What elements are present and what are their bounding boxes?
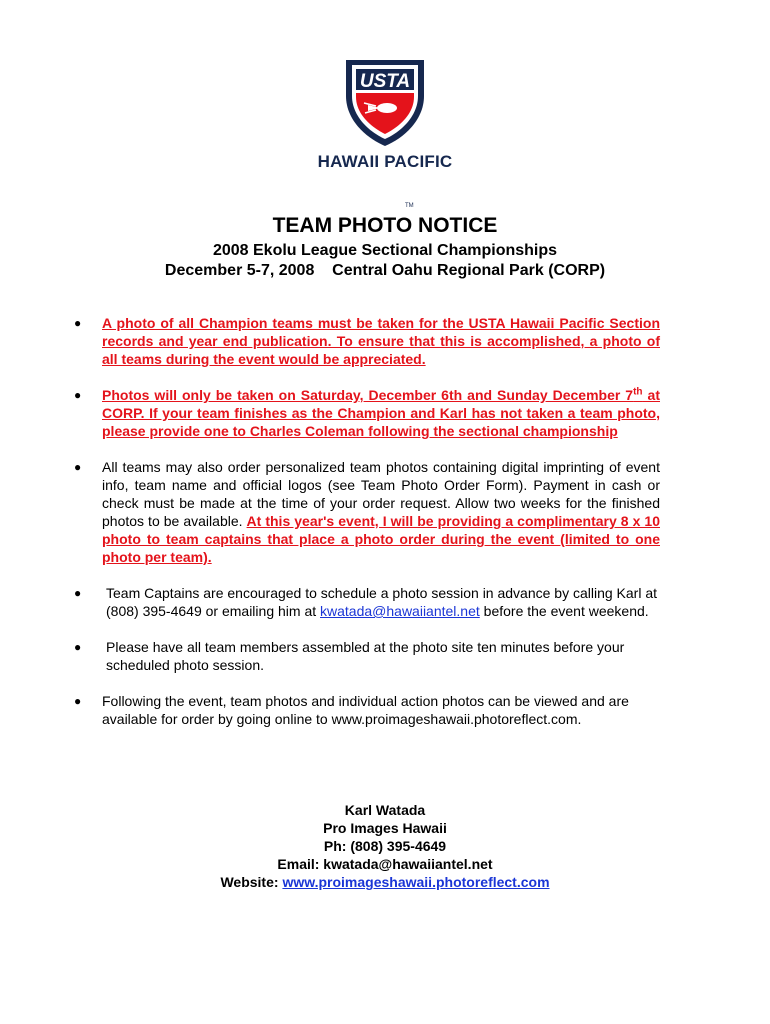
bullet-text: Following the event, team photos and individual action photos can be viewed and are available for order by going online to www.proimageshawaii.photoreflect.com. bbox=[102, 693, 629, 727]
bullet-text: All teams may also order personalized team photos containing digital imprinting of event info, team name and official logos (see Team Photo Order Form). Payment in cash or check must be made at the time of your order request. Allow two weeks for the finished photos to be available. At this year's event, I will be providing a complimentary 8 x 10 photo to team captains that place a photo order during the event (limited to one photo per team). bbox=[102, 459, 660, 565]
bullet-icon: ● bbox=[74, 694, 82, 708]
bullet-text: Team Captains are encouraged to schedule a photo session in advance by calling Karl at (808) 395-4649 or emailing him at kwatada@hawaiiantel.net before the event weekend. bbox=[106, 585, 658, 619]
contact-block bbox=[0, 801, 770, 891]
bullet-text: Please have all team members assembled at the photo site ten minutes before your scheduled photo session. bbox=[106, 639, 625, 673]
page-title: TEAM PHOTO NOTICE bbox=[272, 214, 498, 237]
bullet-icon: ● bbox=[74, 388, 82, 402]
bullet-icon: ● bbox=[74, 586, 82, 600]
bullet-icon: ● bbox=[74, 316, 82, 330]
contact-name: Karl Watada bbox=[344, 802, 426, 818]
bullet-text: A photo of all Champion teams must be taken for the USTA Hawaii Pacific Section records and year end publication. To ensure that this is accomplished, a photo of all teams during the event would be appreciated. bbox=[102, 315, 660, 367]
bullet-icon: ● bbox=[74, 460, 82, 474]
contact-company: Pro Images Hawaii bbox=[323, 820, 447, 836]
event-date-location: December 5-7, 2008 Central Oahu Regional Park (CORP) bbox=[164, 262, 606, 279]
website-link[interactable]: www.proimageshawaii.photoreflect.com bbox=[282, 874, 550, 890]
list-item bbox=[72, 584, 660, 620]
list-item bbox=[72, 386, 660, 440]
event-name: 2008 Ekolu League Sectional Championships bbox=[212, 242, 558, 259]
logo-trademark: TM bbox=[405, 203, 414, 209]
usta-shield-icon bbox=[338, 58, 432, 148]
list-item bbox=[72, 692, 660, 728]
email-link[interactable]: kwatada@hawaiiantel.net bbox=[320, 603, 480, 619]
bullet-text: Photos will only be taken on Saturday, December 6th and Sunday December 7th at CORP. If your team finishes as the Champion and Karl has not taken a team photo, please provide one to Charles Coleman following the sectional championship bbox=[102, 386, 660, 439]
notice-list bbox=[72, 314, 660, 746]
contact-email: Email: kwatada@hawaiiantel.net bbox=[277, 856, 493, 872]
bullet-icon: ● bbox=[74, 640, 82, 654]
usta-logo bbox=[0, 58, 770, 209]
contact-website: Website: www.proimageshawaii.photoreflect.com bbox=[220, 874, 550, 890]
list-item bbox=[72, 638, 660, 674]
logo-section-name: HAWAII PACIFIC bbox=[317, 152, 453, 171]
contact-phone: Ph: (808) 395-4649 bbox=[323, 838, 447, 854]
list-item bbox=[72, 458, 660, 566]
logo-brand: USTA bbox=[359, 71, 411, 92]
list-item bbox=[72, 314, 660, 368]
